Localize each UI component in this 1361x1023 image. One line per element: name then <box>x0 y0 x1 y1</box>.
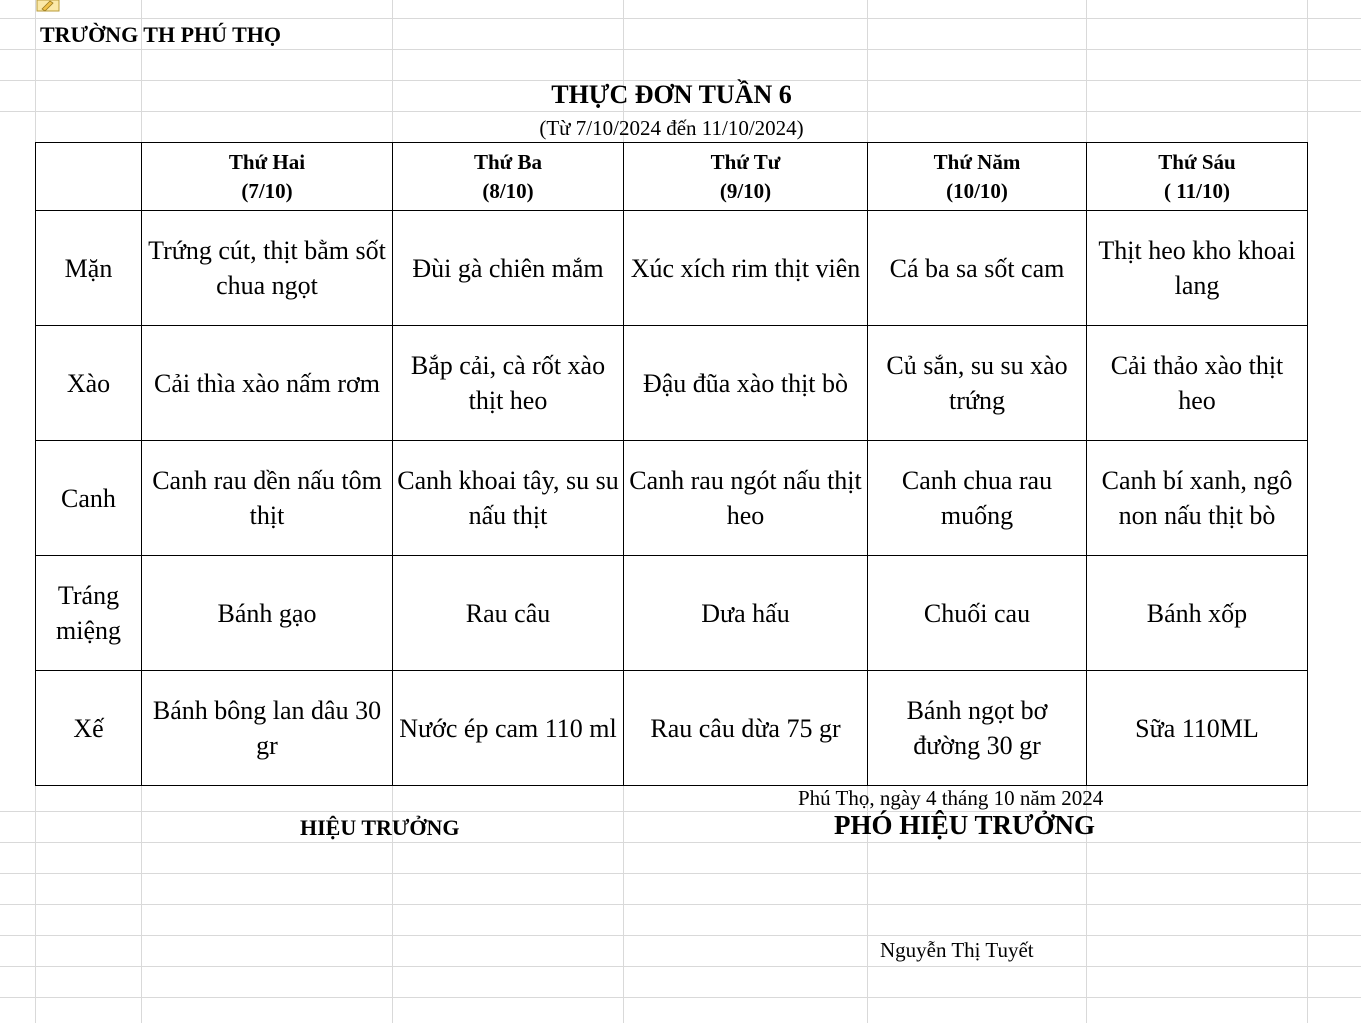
day-date: ( 11/10) <box>1164 178 1230 203</box>
menu-cell[interactable]: Nước ép cam 110 ml <box>393 671 624 786</box>
row-label: Mặn <box>36 211 142 326</box>
row-label: Tráng miệng <box>36 556 142 671</box>
day-header-fri <box>1087 143 1308 211</box>
menu-cell[interactable]: Cải thìa xào nấm rơm <box>142 326 393 441</box>
table-header-row <box>36 143 1308 211</box>
menu-title: THỰC ĐƠN TUẦN 6 <box>551 80 792 109</box>
signer-name: Nguyễn Thị Tuyết <box>880 938 1034 962</box>
menu-cell[interactable]: Cá ba sa sốt cam <box>868 211 1087 326</box>
menu-cell[interactable]: Canh chua rau muống <box>868 441 1087 556</box>
menu-cell[interactable]: Cải thảo xào thịt heo <box>1087 326 1308 441</box>
day-date: (7/10) <box>241 178 293 203</box>
menu-cell[interactable]: Bắp cải, cà rốt xào thịt heo <box>393 326 624 441</box>
note-icon[interactable] <box>36 0 60 12</box>
day-name: Thứ Hai <box>228 149 306 174</box>
corner-cell <box>36 143 142 211</box>
menu-cell[interactable]: Rau câu <box>393 556 624 671</box>
day-date: (10/10) <box>946 178 1008 203</box>
menu-cell[interactable]: Chuối cau <box>868 556 1087 671</box>
day-date: (8/10) <box>482 178 534 203</box>
day-header-thu <box>868 143 1087 211</box>
menu-cell[interactable]: Đùi gà chiên mắm <box>393 211 624 326</box>
menu-cell[interactable]: Bánh bông lan dâu 30 gr <box>142 671 393 786</box>
vice-principal-title: PHÓ HIỆU TRƯỞNG <box>834 810 1096 840</box>
row-label: Xế <box>36 671 142 786</box>
day-name: Thứ Năm <box>933 149 1021 174</box>
weekly-menu-table <box>35 142 1308 786</box>
day-header-tue <box>393 143 624 211</box>
menu-cell[interactable]: Dưa hấu <box>624 556 868 671</box>
table-row <box>36 211 1308 326</box>
day-header-wed <box>624 143 868 211</box>
day-date: (9/10) <box>719 178 772 203</box>
place-date-line: Phú Thọ, ngày 4 tháng 10 năm 2024 <box>798 786 1104 810</box>
menu-cell[interactable]: Canh rau ngót nấu thịt heo <box>624 441 868 556</box>
menu-cell[interactable]: Xúc xích rim thịt viên <box>624 211 868 326</box>
day-name: Thứ Ba <box>473 149 543 174</box>
menu-cell[interactable]: Thịt heo kho khoai lang <box>1087 211 1308 326</box>
principal-title: HIỆU TRƯỞNG <box>300 815 460 840</box>
menu-cell[interactable]: Đậu đũa xào thịt bò <box>624 326 868 441</box>
menu-cell[interactable]: Rau câu dừa 75 gr <box>624 671 868 786</box>
menu-cell[interactable]: Bánh gạo <box>142 556 393 671</box>
menu-cell[interactable]: Canh khoai tây, su su nấu thịt <box>393 441 624 556</box>
menu-cell[interactable]: Sữa 110ML <box>1087 671 1308 786</box>
row-label: Xào <box>36 326 142 441</box>
menu-cell[interactable]: Trứng cút, thịt bằm sốt chua ngọt <box>142 211 393 326</box>
table-row <box>36 441 1308 556</box>
menu-cell[interactable]: Canh bí xanh, ngô non nấu thịt bò <box>1087 441 1308 556</box>
school-name: TRƯỜNG TH PHÚ THỌ <box>40 22 282 47</box>
row-label: Canh <box>36 441 142 556</box>
day-name: Thứ Sáu <box>1158 149 1236 174</box>
menu-cell[interactable]: Củ sắn, su su xào trứng <box>868 326 1087 441</box>
day-name: Thứ Tư <box>710 149 781 174</box>
menu-date-range: (Từ 7/10/2024 đến 11/10/2024) <box>539 116 804 140</box>
day-header-mon <box>142 143 393 211</box>
menu-cell[interactable]: Bánh ngọt bơ đường 30 gr <box>868 671 1087 786</box>
menu-cell[interactable]: Bánh xốp <box>1087 556 1308 671</box>
table-row <box>36 326 1308 441</box>
table-row <box>36 671 1308 786</box>
table-row <box>36 556 1308 671</box>
menu-cell[interactable]: Canh rau dền nấu tôm thịt <box>142 441 393 556</box>
